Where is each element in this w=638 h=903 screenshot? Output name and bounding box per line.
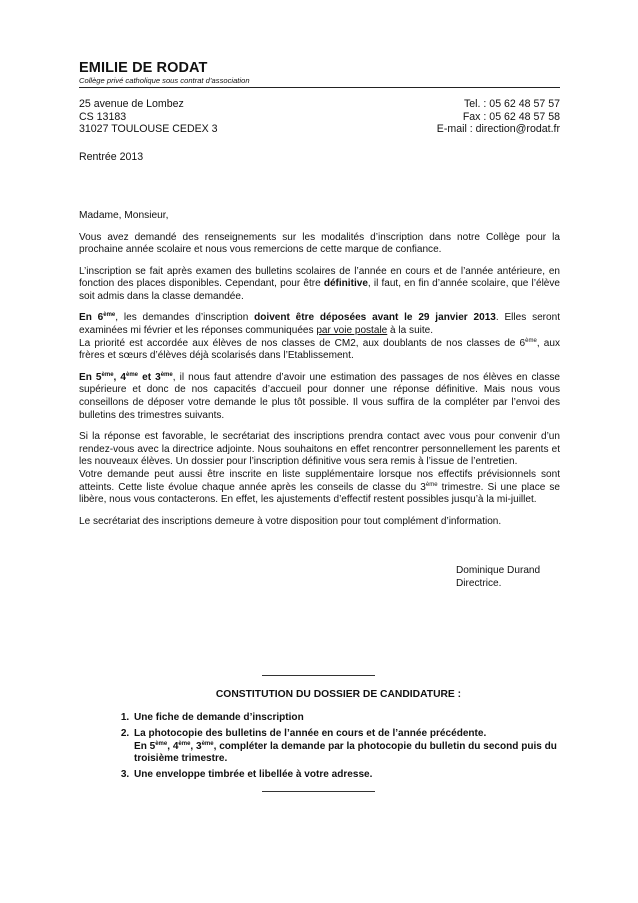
email-line: E-mail : direction@rodat.fr [436, 123, 560, 135]
paragraph-response: Si la réponse est favorable, le secrétariat des inscriptions prendra contact avec vous pour convenir d’un rendez-vous avec la directrice adjointe. Nous souhaitons en effet rencontrer personnellement les parents et les nouveaux élèves. Un dossier pour l’inscription définitive vous sera remis à l’issue de l’entretien. Votre demande peut aussi être inscrite en liste supplémentaire lorsque nos effectifs prévisionnels sont atteints. Cette liste évolue chaque année après les conseils de classe du 3ème trimestre. Si une place se libère, nous vous contacterons. En effet, les ajustements d’effectif restent possibles jusqu’à la mi-juillet. [79, 431, 560, 506]
address-block [79, 98, 560, 136]
phone-line: Tel. : 05 62 48 57 57 [463, 98, 560, 110]
postal-address [79, 98, 218, 136]
signatory-title: Directrice. [456, 578, 502, 590]
paragraph-other-classes: En 5ème, 4ème et 3ème, il nous faut attendre d’avoir une estimation des passages de nos élèves en classe supérieure et donc de nos capacités d’accueil pour donner une réponse définitive. Mais nous vous conseillons de déposer votre demande le plus tôt possible. Il vous suffira de la compléter par l’envoi des bulletins des trimestres suivants. [79, 371, 561, 421]
organization-subtitle: Collège privé catholique sous contrat d’association [79, 76, 560, 88]
salutation: Madame, Monsieur, [79, 209, 169, 221]
list-item: 2. La photocopie des bulletins de l’année en cours et de l’année précédente. En 5ème, 4ème, 3ème, compléter la demande par la photocopie du bulletin du second puis du troisième trimestre. [132, 728, 560, 766]
paragraph-closing: Le secrétariat des inscriptions demeure à votre disposition pour tout complément d’information. [79, 515, 502, 527]
separator-line [262, 675, 375, 676]
dossier-checklist [79, 712, 560, 781]
signatory-name: Dominique Durand [456, 565, 541, 577]
list-item: 3. Une enveloppe timbrée et libellée à votre adresse. [132, 769, 560, 782]
address-line: 25 avenue de Lombez [79, 98, 184, 110]
separator-line [262, 791, 375, 792]
letterhead [79, 60, 560, 88]
paragraph-sixieme: En 6ème, les demandes d’inscription doivent être déposées avant le 29 janvier 2013. Elles seront examinées mi février et les réponses communiquées par voie postale à la suite. La priorité est accordée aux élèves de nos classes de CM2, aux doublants de nos classes de 6ème, aux frères et sœurs d’élèves déjà scolarisés dans l’Etablissement. [79, 312, 560, 362]
address-line: CS 13183 [79, 110, 127, 123]
organization-name: EMILIE DE RODAT [79, 60, 208, 76]
signature-block [456, 564, 560, 590]
address-line: 31027 TOULOUSE CEDEX 3 [79, 123, 218, 135]
contact-info [437, 98, 560, 136]
list-item: 1. Une fiche de demande d’inscription [132, 712, 560, 725]
school-year: Rentrée 2013 [79, 150, 144, 163]
dossier-title: CONSTITUTION DU DOSSIER DE CANDIDATURE : [215, 689, 462, 701]
paragraph-inscription: L’inscription se fait après examen des bulletins scolaires de l’année en cours et de l’année antérieure, en fonction des places disponibles. Cependant, pour être définitive, il faut, en fin d’année scolaire, que l’élève soit admis dans la classe demandée. [79, 265, 560, 302]
fax-line: Fax : 05 62 48 57 58 [462, 110, 560, 123]
letter-page [79, 60, 560, 792]
paragraph-intro: Vous avez demandé des renseignements sur les modalités d’inscription dans notre Collège pour la prochaine année scolaire et nous vous remercions de cette marque de confiance. [79, 231, 560, 256]
